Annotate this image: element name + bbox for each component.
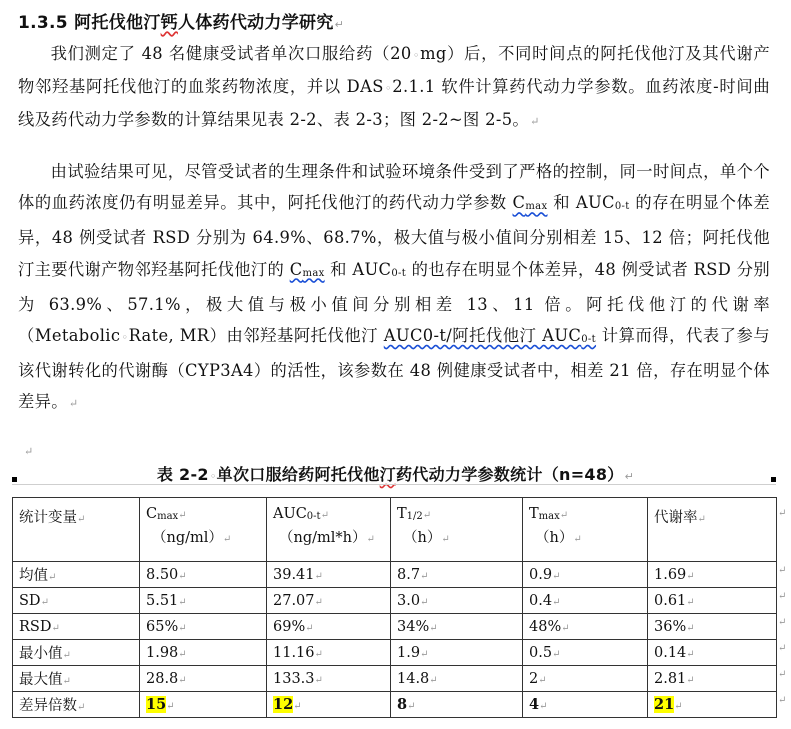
table-row	[13, 562, 777, 588]
table-cell: 0.5↵	[523, 640, 648, 666]
table-row	[13, 614, 777, 640]
table-cell: 133.3↵	[267, 666, 391, 692]
table-cell: 69%↵	[267, 614, 391, 640]
table-cell: 28.8↵	[140, 666, 267, 692]
row-end-mark: ↵	[778, 695, 787, 706]
table-anchor-left	[12, 477, 17, 482]
table-cell: 65%↵	[140, 614, 267, 640]
table-row	[13, 640, 777, 666]
header-cell: $T_{max}↵$ （h）↵	[523, 498, 648, 562]
row-end-mark: ↵	[778, 508, 787, 519]
table-cell: 36%↵	[648, 614, 777, 640]
table-cell: 4↵	[523, 692, 648, 718]
table-cell: 3.0↵	[391, 588, 523, 614]
table-row	[13, 666, 777, 692]
row-label: 差异倍数↵	[13, 692, 140, 718]
row-end-mark: ↵	[778, 617, 787, 628]
row-label: SD↵	[13, 588, 140, 614]
row-label: 最大值↵	[13, 666, 140, 692]
table-cell: 5.51↵	[140, 588, 267, 614]
table-cell: 2.81↵	[648, 666, 777, 692]
row-end-mark: ↵	[778, 565, 787, 576]
table-top-rule	[12, 484, 776, 485]
table-cell: 34%↵	[391, 614, 523, 640]
table-cell: 0.4↵	[523, 588, 648, 614]
section-heading: 1.3.5 阿托伐他汀钙人体药代动力学研究↵	[18, 13, 345, 33]
paragraph-method: 我们测定了 48 名健康受试者单次口服给药（20◦mg）后，不同时间点的阿托伐他汀及其代谢产物邻羟基阿托伐他汀的血浆药物浓度，并以 DAS◦2.1.1 软件计算药代动力学参数。血药浓度-时间曲线及药代动力学参数的计算结果见表 2-2、表 2-3；图 2-2~图 2-5。↵	[18, 44, 770, 130]
table-cell: 0.14↵	[648, 640, 777, 666]
pk-statistics-table	[12, 497, 777, 718]
row-end-mark: ↵	[778, 591, 787, 602]
table-cell: 0.61↵	[648, 588, 777, 614]
header-cell: $T_{1/2}↵$ （h）↵	[391, 498, 523, 562]
table-cell: 14.8↵	[391, 666, 523, 692]
table-cell: 8.7↵	[391, 562, 523, 588]
table-anchor-right	[771, 477, 776, 482]
table-cell: 0.9↵	[523, 562, 648, 588]
table-cell-highlight: 15↵	[140, 692, 267, 718]
row-label: 均值↵	[13, 562, 140, 588]
paragraph-mark: ↵	[24, 445, 34, 458]
row-label: 最小值↵	[13, 640, 140, 666]
table-header-row	[13, 498, 777, 562]
table-cell: 2↵	[523, 666, 648, 692]
table-cell: 1.98↵	[140, 640, 267, 666]
header-cell: 统计变量↵	[13, 498, 140, 562]
table-row	[13, 588, 777, 614]
paragraph-results: 由试验结果可见，尽管受试者的生理条件和试验环境条件受到了严格的控制，同一时间点，单个个体的血药浓度仍有明显差异。其中，阿托伐他汀的药代动力学参数 $C_{max}$ 和 $AUC_{0-t}$ 的存在明显个体差异，48 例受试者 RSD 分别为 64.9%、68.7%，极大值与极小值间分别相差 15、12 倍；阿托伐他汀主要代谢产物邻羟基阿托伐他汀的 $C_{max}$ 和 $AUC_{0-t}$ 的也存在明显个体差异，48 例受试者 RSD 分别为 63.9%、57.1%，极大值与极小值间分别相差 13、11 倍。阿托伐他汀的代谢率（Metabolic◦Rate, MR）由邻羟基阿托伐他汀 AUC0-t/阿托伐他汀 $AUC_{0-t}$ 计算而得，代表了参与该代谢转化的代谢酶（CYP3A4）的活性，该参数在 48 例健康受试者中，相差 21 倍，存在明显个体差异。↵	[18, 162, 771, 412]
header-cell: 代谢率↵	[648, 498, 777, 562]
table-cell-highlight: 21↵	[648, 692, 777, 718]
table-cell-highlight: 12↵	[267, 692, 391, 718]
table-cell: 11.16↵	[267, 640, 391, 666]
table-caption: 表 2-2◦单次口服给药阿托伐他汀药代动力学参数统计（n=48）↵	[156, 465, 635, 484]
header-cell: $C_{max}↵$ （ng/ml）↵	[140, 498, 267, 562]
row-end-mark: ↵	[778, 643, 787, 654]
table-cell: 27.07↵	[267, 588, 391, 614]
table-cell: 39.41↵	[267, 562, 391, 588]
row-label: RSD↵	[13, 614, 140, 640]
table-row	[13, 692, 777, 718]
table-cell: 8.50↵	[140, 562, 267, 588]
row-end-mark: ↵	[778, 669, 787, 680]
table-cell: 8↵	[391, 692, 523, 718]
table-cell: 1.9↵	[391, 640, 523, 666]
table-cell: 1.69↵	[648, 562, 777, 588]
table-cell: 48%↵	[523, 614, 648, 640]
header-cell: $AUC_{0-t}↵$ （ng/ml*h）↵	[267, 498, 391, 562]
